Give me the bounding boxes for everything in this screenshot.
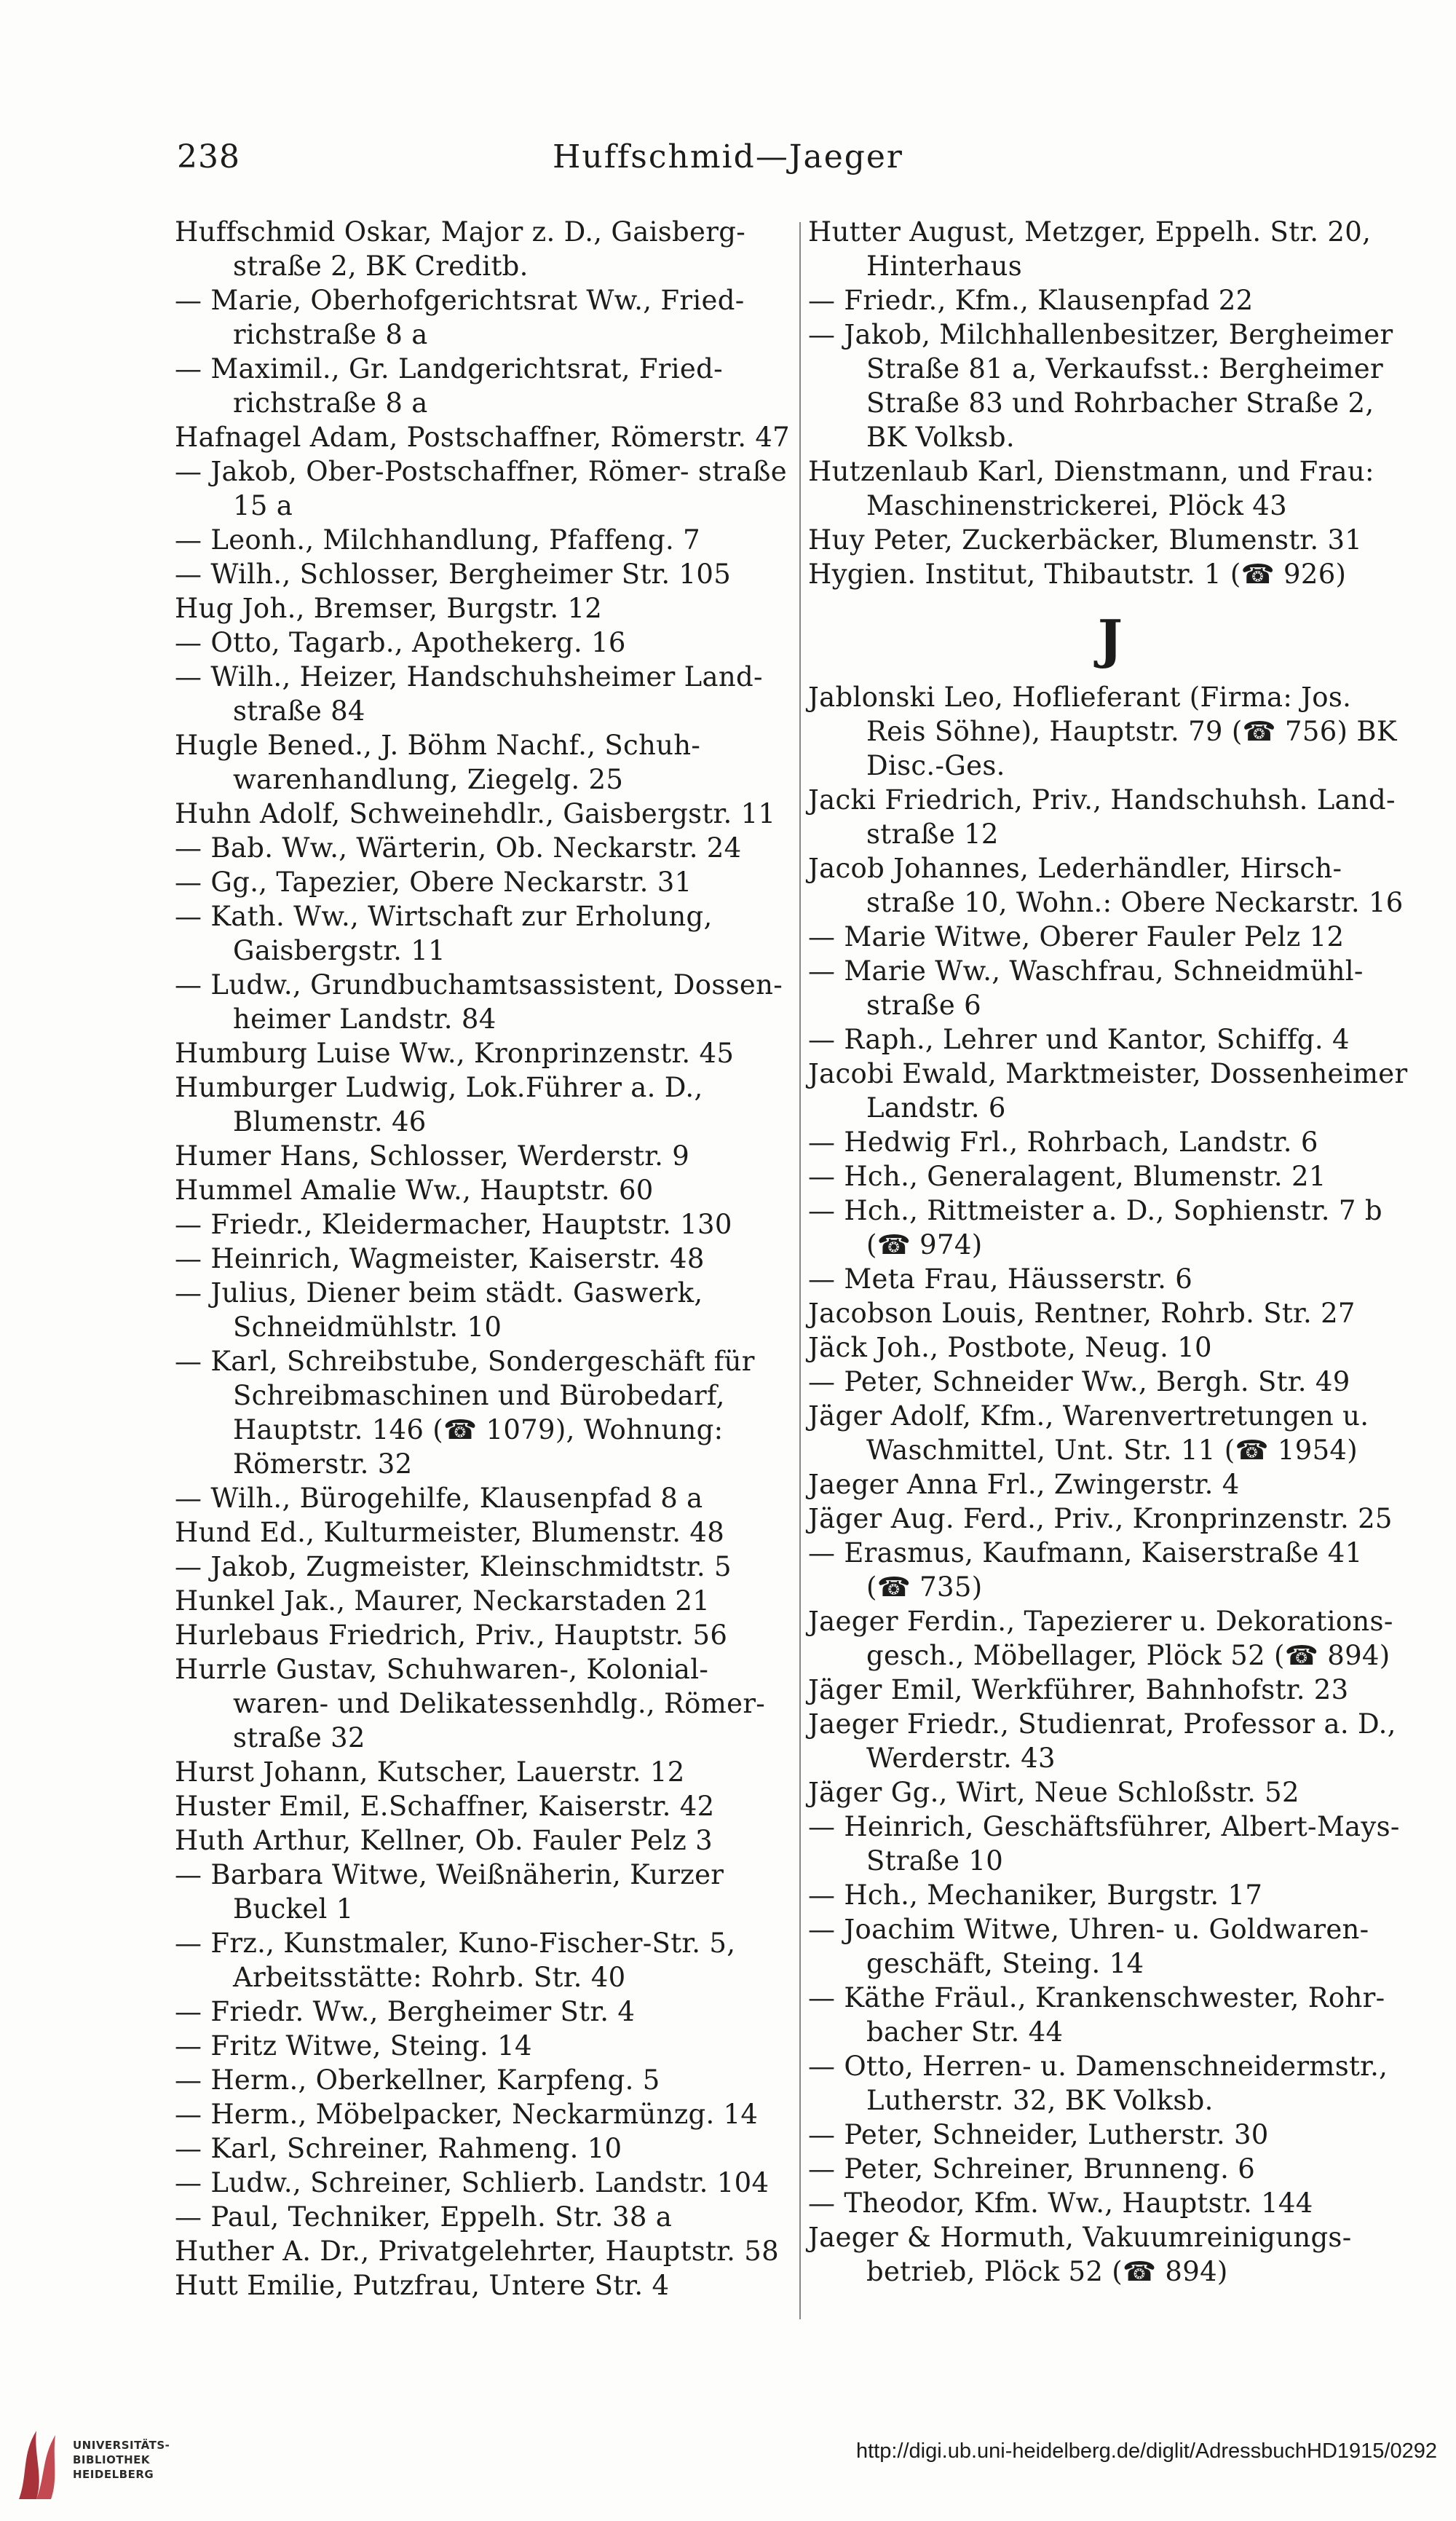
left-column bbox=[175, 215, 794, 2303]
directory-entry: Jablonski Leo, Hoflieferant (Firma: Jos. Reis Söhne), Hauptstr. 79 (☎ 756) BK Disc.-Ges. bbox=[808, 682, 1397, 781]
directory-entry: — Peter, Schneider Ww., Bergh. Str. 49 bbox=[808, 1366, 1350, 1397]
directory-entry: Jäger Adolf, Kfm., Warenvertretungen u. Waschmittel, Unt. Str. 11 (☎ 1954) bbox=[808, 1400, 1369, 1466]
directory-entry: — Marie Ww., Waschfrau, Schneidmühl- straße 6 bbox=[808, 955, 1364, 1021]
directory-entry: Jäger Emil, Werkführer, Bahnhofstr. 23 bbox=[808, 1674, 1349, 1705]
page-number: 238 bbox=[177, 138, 240, 175]
directory-entry: — Karl, Schreibstube, Sondergeschäft für Schreibmaschinen und Bürobedarf, Hauptstr. 146 (☎ 1079), Wohnung: Römerstr. 32 bbox=[175, 1346, 755, 1480]
directory-entry: Jaeger Friedr., Studienrat, Professor a. D., Werderstr. 43 bbox=[808, 1708, 1396, 1774]
directory-entry: — Joachim Witwe, Uhren- u. Goldwaren- geschäft, Steing. 14 bbox=[808, 1914, 1369, 1979]
directory-entry: — Otto, Tagarb., Apothekerg. 16 bbox=[175, 627, 626, 658]
directory-entry: Jäger Aug. Ferd., Priv., Kronprinzenstr. 25 bbox=[808, 1503, 1393, 1534]
directory-entry: Hutzenlaub Karl, Dienstmann, und Frau: Maschinenstrickerei, Plöck 43 bbox=[808, 456, 1374, 521]
directory-entry: — Frz., Kunstmaler, Kuno-Fischer-Str. 5, Arbeitsstätte: Rohrb. Str. 40 bbox=[175, 1928, 736, 1993]
directory-entry: Hutter August, Metzger, Eppelh. Str. 20, Hinterhaus bbox=[808, 216, 1372, 282]
directory-entry: Jacob Johannes, Lederhändler, Hirsch- straße 10, Wohn.: Obere Neckarstr. 16 bbox=[808, 853, 1404, 918]
column-divider bbox=[799, 222, 801, 2319]
directory-entry: Hund Ed., Kulturmeister, Blumenstr. 48 bbox=[175, 1517, 725, 1548]
directory-entry: — Wilh., Schlosser, Bergheimer Str. 105 bbox=[175, 559, 732, 590]
page-header bbox=[0, 138, 1456, 182]
directory-entry: Hafnagel Adam, Postschaffner, Römerstr. 47 bbox=[175, 422, 791, 453]
directory-entry: Huther A. Dr., Privatgelehrter, Hauptstr. 58 bbox=[175, 2236, 779, 2267]
directory-entry: — Julius, Diener beim städt. Gaswerk, Schneidmühlstr. 10 bbox=[175, 1277, 703, 1343]
university-library-logo-icon bbox=[15, 2425, 61, 2505]
directory-entry: Hummel Amalie Ww., Hauptstr. 60 bbox=[175, 1175, 654, 1206]
directory-entry: Humer Hans, Schlosser, Werderstr. 9 bbox=[175, 1140, 690, 1172]
directory-entry: — Fritz Witwe, Steing. 14 bbox=[175, 2030, 532, 2062]
directory-entry: — Paul, Techniker, Eppelh. Str. 38 a bbox=[175, 2201, 673, 2233]
directory-entry: Hunkel Jak., Maurer, Neckarstaden 21 bbox=[175, 1585, 711, 1617]
directory-entry: Jaeger & Hormuth, Vakuumreinigungs- betrieb, Plöck 52 (☎ 894) bbox=[808, 2222, 1352, 2287]
directory-entry: Jäger Gg., Wirt, Neue Schloßstr. 52 bbox=[808, 1777, 1299, 1808]
directory-entry: — Friedr. Ww., Bergheimer Str. 4 bbox=[175, 1996, 636, 2027]
directory-entry: — Heinrich, Wagmeister, Kaiserstr. 48 bbox=[175, 1243, 705, 1274]
directory-entry: — Raph., Lehrer und Kantor, Schiffg. 4 bbox=[808, 1024, 1350, 1055]
directory-entry: — Marie Witwe, Oberer Fauler Pelz 12 bbox=[808, 921, 1345, 952]
directory-entry: Jaeger Anna Frl., Zwingerstr. 4 bbox=[808, 1469, 1240, 1500]
library-name bbox=[73, 2438, 170, 2482]
directory-entry: — Marie, Oberhofgerichtsrat Ww., Fried- richstraße 8 a bbox=[175, 285, 745, 350]
directory-entry: — Herm., Oberkellner, Karpfeng. 5 bbox=[175, 2064, 660, 2096]
directory-entry: — Otto, Herren- u. Damenschneidermstr., Lutherstr. 32, BK Volksb. bbox=[808, 2051, 1388, 2116]
directory-entry: — Bab. Ww., Wärterin, Ob. Neckarstr. 24 bbox=[175, 832, 742, 864]
directory-entry: — Jakob, Ober-Postschaffner, Römer- straße 15 a bbox=[175, 456, 787, 521]
directory-entry: — Kath. Ww., Wirtschaft zur Erholung, Gaisbergstr. 11 bbox=[175, 901, 713, 966]
directory-entry: — Gg., Tapezier, Obere Neckarstr. 31 bbox=[175, 867, 692, 898]
directory-entry: — Hch., Mechaniker, Burgstr. 17 bbox=[808, 1879, 1263, 1911]
directory-entry: — Wilh., Heizer, Handschuhsheimer Land- straße 84 bbox=[175, 661, 763, 727]
right-column bbox=[808, 215, 1412, 2289]
directory-entry: — Ludw., Grundbuchamtsassistent, Dossen- heimer Landstr. 84 bbox=[175, 969, 783, 1035]
directory-entry: — Heinrich, Geschäftsführer, Albert-Mays- Straße 10 bbox=[808, 1811, 1400, 1877]
directory-entry: Hug Joh., Bremser, Burgstr. 12 bbox=[175, 593, 603, 624]
section-letter-heading: J bbox=[1097, 608, 1123, 670]
directory-entry: Huy Peter, Zuckerbäcker, Blumenstr. 31 bbox=[808, 524, 1363, 556]
directory-entry: — Käthe Fräul., Krankenschwester, Rohr- bacher Str. 44 bbox=[808, 1982, 1385, 2048]
directory-entry: — Jakob, Milchhallenbesitzer, Bergheimer Straße 81 a, Verkaufsst.: Bergheimer Straße 83 und Rohrbacher Straße 2, BK Volksb. bbox=[808, 319, 1393, 453]
directory-entry: — Karl, Schreiner, Rahmeng. 10 bbox=[175, 2133, 622, 2164]
directory-entry: — Hch., Generalagent, Blumenstr. 21 bbox=[808, 1161, 1326, 1192]
directory-entry: Hugle Bened., J. Böhm Nachf., Schuh- warenhandlung, Ziegelg. 25 bbox=[175, 730, 701, 795]
directory-entry: — Ludw., Schreiner, Schlierb. Landstr. 104 bbox=[175, 2167, 769, 2198]
directory-entry: Huffschmid Oskar, Major z. D., Gaisberg- straße 2, BK Creditb. bbox=[175, 216, 746, 282]
directory-entry: — Leonh., Milchhandlung, Pfaffeng. 7 bbox=[175, 524, 700, 556]
library-name-line: BIBLIOTHEK bbox=[73, 2453, 150, 2466]
directory-entry: Jaeger Ferdin., Tapezierer u. Dekorations- gesch., Möbellager, Plöck 52 (☎ 894) bbox=[808, 1606, 1393, 1671]
directory-entry: — Maximil., Gr. Landgerichtsrat, Fried- richstraße 8 a bbox=[175, 353, 723, 419]
directory-entry: — Wilh., Bürogehilfe, Klausenpfad 8 a bbox=[175, 1483, 703, 1514]
directory-entry: Hurrle Gustav, Schuhwaren-, Kolonial- waren- und Delikatessenhdlg., Römer- straße 32 bbox=[175, 1654, 766, 1753]
source-url-link[interactable]: http://digi.ub.uni-heidelberg.de/diglit/AdressbuchHD1915/0292 bbox=[855, 2439, 1437, 2463]
directory-entry: Hurst Johann, Kutscher, Lauerstr. 12 bbox=[175, 1756, 685, 1788]
directory-entry: — Hch., Rittmeister a. D., Sophienstr. 7 b (☎ 974) bbox=[808, 1195, 1382, 1260]
directory-entry: — Herm., Möbelpacker, Neckarmünzg. 14 bbox=[175, 2099, 759, 2130]
directory-entry: Hurlebaus Friedrich, Priv., Hauptstr. 56 bbox=[175, 1619, 728, 1651]
directory-entry: — Barbara Witwe, Weißnäherin, Kurzer Buckel 1 bbox=[175, 1859, 724, 1925]
directory-entry: — Jakob, Zugmeister, Kleinschmidtstr. 5 bbox=[175, 1551, 732, 1582]
directory-entry: Huhn Adolf, Schweinehdlr., Gaisbergstr. 11 bbox=[175, 798, 776, 829]
directory-entry: Humburg Luise Ww., Kronprinzenstr. 45 bbox=[175, 1038, 735, 1069]
directory-entry: Hutt Emilie, Putzfrau, Untere Str. 4 bbox=[175, 2270, 670, 2301]
page-footer bbox=[0, 2425, 1456, 2521]
directory-entry: Jäck Joh., Postbote, Neug. 10 bbox=[808, 1332, 1212, 1363]
directory-entry: — Erasmus, Kaufmann, Kaiserstraße 41 (☎ 735) bbox=[808, 1537, 1363, 1603]
directory-entry: Humburger Ludwig, Lok.Führer a. D., Blumenstr. 46 bbox=[175, 1072, 703, 1137]
library-name-line: HEIDELBERG bbox=[73, 2468, 154, 2481]
library-name-line: UNIVERSITÄTS- bbox=[73, 2439, 170, 2452]
directory-entry: — Theodor, Kfm. Ww., Hauptstr. 144 bbox=[808, 2187, 1313, 2219]
directory-entry: Jacobson Louis, Rentner, Rohrb. Str. 27 bbox=[808, 1298, 1356, 1329]
directory-entry: Jacki Friedrich, Priv., Handschuhsh. Land- straße 12 bbox=[808, 784, 1396, 850]
directory-entry: Hygien. Institut, Thibautstr. 1 (☎ 926) bbox=[808, 559, 1347, 590]
directory-entry: — Peter, Schreiner, Brunneng. 6 bbox=[808, 2153, 1256, 2185]
directory-entry: Jacobi Ewald, Marktmeister, Dossenheimer Landstr. 6 bbox=[808, 1058, 1408, 1124]
directory-entry: — Meta Frau, Häusserstr. 6 bbox=[808, 1263, 1193, 1295]
directory-entry: — Friedr., Kfm., Klausenpfad 22 bbox=[808, 285, 1254, 316]
directory-entry: — Friedr., Kleidermacher, Hauptstr. 130 bbox=[175, 1209, 732, 1240]
directory-entry: Huth Arthur, Kellner, Ob. Fauler Pelz 3 bbox=[175, 1825, 713, 1856]
directory-entry: — Hedwig Frl., Rohrbach, Landstr. 6 bbox=[808, 1127, 1318, 1158]
directory-entry: — Peter, Schneider, Lutherstr. 30 bbox=[808, 2119, 1269, 2150]
directory-entry: Huster Emil, E.Schaffner, Kaiserstr. 42 bbox=[175, 1791, 715, 1822]
running-head: Huffschmid—Jaeger bbox=[553, 138, 903, 175]
